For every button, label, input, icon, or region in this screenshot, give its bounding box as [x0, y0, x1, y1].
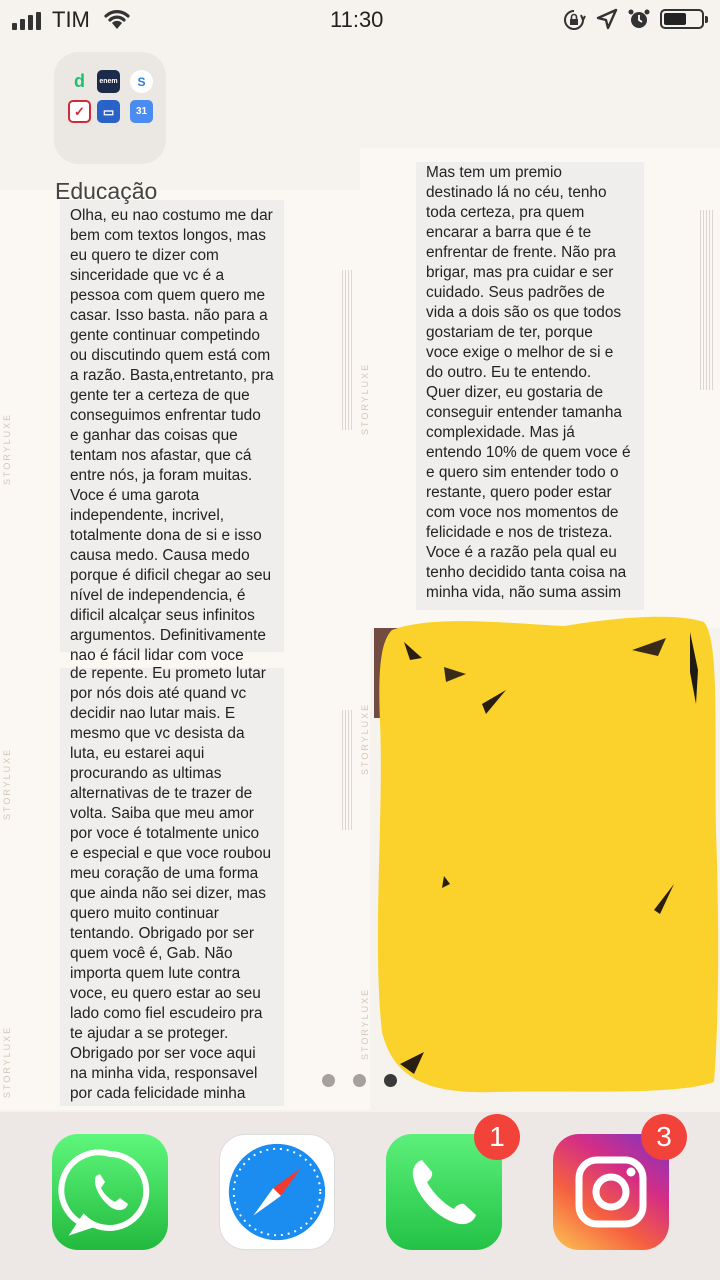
phone-notification-badge: 1: [474, 1114, 520, 1160]
message-text-3: de repente. Eu prometo lutar por nós dois até quand vc decidir nao lutar mais. E mesmo que vc desista da luta, eu estarei aqui procurando as ultimas alternativas de te trazer de volta. Saiba que meu amor por voce é totalmente unico e especial e que voce roubou meu coração de uma forma que ainda não sei dizer, mas quero muito continuar tentando. Obrigado por ser quem você é, Gab. Não importa quem lute contra voce, eu quero estar ao seu lado como fiel escudeiro pra te ajudar a se proteger. Obrigado por ser voce aqui na minha vida, responsavel por cada felicidade minha: [70, 665, 272, 1102]
watermark: STORYLUXE: [360, 362, 370, 435]
cellular-signal-icon: [12, 12, 41, 30]
battery-icon: [660, 9, 704, 29]
classroom-app-icon: ▭: [97, 100, 120, 123]
frame-edge-decoration: [342, 270, 352, 430]
folder-label: Educação: [55, 178, 158, 204]
page-indicator[interactable]: [322, 1074, 397, 1087]
safari-app[interactable]: [219, 1134, 335, 1250]
carrier-name: TIM: [52, 7, 90, 32]
duolingo-app-icon: d: [74, 71, 85, 91]
location-icon: [596, 8, 618, 30]
watermark: STORYLUXE: [2, 747, 12, 820]
wifi-icon: [103, 7, 131, 31]
tasks-app-icon: ✓: [68, 100, 91, 123]
status-bar: [0, 0, 720, 40]
instagram-notification-badge: 3: [641, 1114, 687, 1160]
whatsapp-icon: [52, 1134, 168, 1250]
message-text-2: Mas tem um premio destinado lá no céu, tenho toda certeza, pra quem encarar a barra que é te enfrentar de frente. Não pra brigar, mas pra cuidar e ser cuidado. Seus padrões de vida a dois são os que todos gostariam de ter, porque voce exige o melhor de si e do outro. Eu te entendo. Quer dizer, eu gostaria de conseguir entender tamanha complexidade. Mas já entendo 10% de quem voce é e quero sim entender todo o restante, quero poder estar com voce nos momentos de felicidade e nos de tristeza. Voce é a razão pela qual eu tenho decidido tanta coisa na minha vida, não suma assim: [426, 164, 631, 601]
compass-icon: [220, 1135, 334, 1249]
watermark: STORYLUXE: [360, 702, 370, 775]
whatsapp-app[interactable]: [52, 1134, 168, 1250]
orientation-lock-icon: [562, 8, 586, 32]
battery-level: [664, 13, 686, 25]
frame-edge-decoration: [342, 710, 352, 830]
frame-edge-decoration: [700, 210, 714, 390]
watermark: STORYLUXE: [360, 987, 370, 1060]
enem-app-icon: enem: [97, 70, 120, 93]
watermark: STORYLUXE: [2, 412, 12, 485]
yellow-scribble-overlay: [374, 612, 720, 1096]
s-app-icon: S: [130, 70, 153, 93]
page-dot[interactable]: [322, 1074, 335, 1087]
calendar-app-icon: 31: [130, 100, 153, 123]
clock: 11:30: [330, 7, 384, 32]
app-folder-educacao[interactable]: [54, 52, 166, 164]
page-dot[interactable]: [384, 1074, 397, 1087]
alarm-icon: [627, 7, 651, 31]
watermark: STORYLUXE: [2, 1025, 12, 1098]
page-dot[interactable]: [353, 1074, 366, 1087]
message-text-1: Olha, eu nao costumo me dar bem com textos longos, mas eu quero te dizer com sinceridade que vc é a pessoa com quem quero me casar. Isso basta. não para a gente continuar competindo ou discutindo quem está com a razão. Basta,entretanto, pra gente ter a certeza de que conseguimos enfrentar tudo e ganhar das coisas que tentam nos afastar, que cá entre nós, ja foram muitas. Voce é uma garota independente, incrivel, totalmente dona de si e isso causa medo. Causa medo porque é dificil chegar ao seu nível de independencia, é dificil alcalçar seus infinitos argumentos. Definitivamente nao é fácil lidar com voce: [70, 207, 274, 664]
